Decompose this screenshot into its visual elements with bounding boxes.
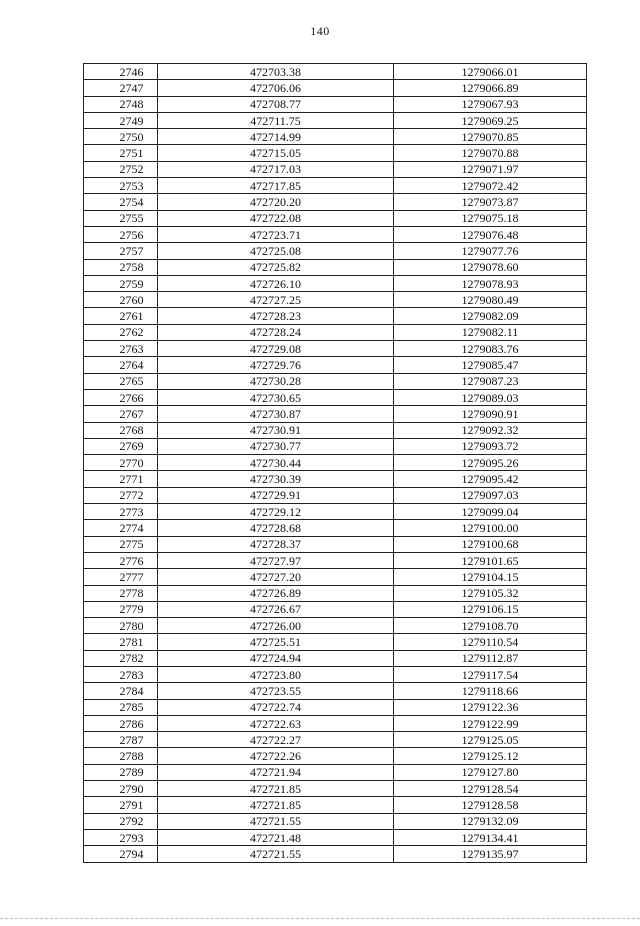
x-coordinate-cell: 472730.39: [158, 471, 394, 487]
point-number-cell: 2759: [84, 275, 158, 291]
table-row: [84, 80, 587, 96]
x-coordinate-cell: 472721.48: [158, 829, 394, 845]
y-coordinate-cell: 1279083.76: [394, 341, 587, 357]
point-number-cell: 2789: [84, 764, 158, 780]
y-coordinate-cell: 1279087.23: [394, 373, 587, 389]
y-coordinate-cell: 1279128.58: [394, 797, 587, 813]
table-row: [84, 259, 587, 275]
x-coordinate-cell: 472715.05: [158, 145, 394, 161]
x-coordinate-cell: 472721.85: [158, 781, 394, 797]
x-coordinate-cell: 472721.85: [158, 797, 394, 813]
point-number-cell: 2767: [84, 406, 158, 422]
x-coordinate-cell: 472722.74: [158, 699, 394, 715]
x-coordinate-cell: 472721.55: [158, 813, 394, 829]
x-coordinate-cell: 472726.89: [158, 585, 394, 601]
y-coordinate-cell: 1279066.01: [394, 64, 587, 80]
y-coordinate-cell: 1279071.97: [394, 161, 587, 177]
table-row: [84, 520, 587, 536]
table-row: [84, 585, 587, 601]
x-coordinate-cell: 472722.26: [158, 748, 394, 764]
y-coordinate-cell: 1279075.18: [394, 210, 587, 226]
table-row: [84, 487, 587, 503]
x-coordinate-cell: 472723.71: [158, 226, 394, 242]
table-row: [84, 357, 587, 373]
y-coordinate-cell: 1279092.32: [394, 422, 587, 438]
table-row: [84, 112, 587, 128]
point-number-cell: 2776: [84, 552, 158, 568]
x-coordinate-cell: 472722.63: [158, 715, 394, 731]
x-coordinate-cell: 472730.28: [158, 373, 394, 389]
table-row: [84, 226, 587, 242]
point-number-cell: 2788: [84, 748, 158, 764]
point-number-cell: 2786: [84, 715, 158, 731]
table-row: [84, 715, 587, 731]
y-coordinate-cell: 1279105.32: [394, 585, 587, 601]
x-coordinate-cell: 472717.03: [158, 161, 394, 177]
y-coordinate-cell: 1279108.70: [394, 618, 587, 634]
y-coordinate-cell: 1279067.93: [394, 96, 587, 112]
x-coordinate-cell: 472711.75: [158, 112, 394, 128]
y-coordinate-cell: 1279070.88: [394, 145, 587, 161]
point-number-cell: 2761: [84, 308, 158, 324]
y-coordinate-cell: 1279082.11: [394, 324, 587, 340]
y-coordinate-cell: 1279125.05: [394, 732, 587, 748]
x-coordinate-cell: 472729.76: [158, 357, 394, 373]
point-number-cell: 2770: [84, 455, 158, 471]
x-coordinate-cell: 472722.08: [158, 210, 394, 226]
table-row: [84, 536, 587, 552]
table-row: [84, 829, 587, 845]
y-coordinate-cell: 1279072.42: [394, 178, 587, 194]
point-number-cell: 2792: [84, 813, 158, 829]
x-coordinate-cell: 472725.08: [158, 243, 394, 259]
point-number-cell: 2749: [84, 112, 158, 128]
y-coordinate-cell: 1279104.15: [394, 569, 587, 585]
y-coordinate-cell: 1279090.91: [394, 406, 587, 422]
table-row: [84, 797, 587, 813]
y-coordinate-cell: 1279122.36: [394, 699, 587, 715]
y-coordinate-cell: 1279112.87: [394, 650, 587, 666]
point-number-cell: 2765: [84, 373, 158, 389]
x-coordinate-cell: 472727.20: [158, 569, 394, 585]
point-number-cell: 2777: [84, 569, 158, 585]
table-row: [84, 666, 587, 682]
table-row: [84, 324, 587, 340]
y-coordinate-cell: 1279132.09: [394, 813, 587, 829]
y-coordinate-cell: 1279076.48: [394, 226, 587, 242]
y-coordinate-cell: 1279117.54: [394, 666, 587, 682]
point-number-cell: 2778: [84, 585, 158, 601]
y-coordinate-cell: 1279118.66: [394, 683, 587, 699]
point-number-cell: 2783: [84, 666, 158, 682]
point-number-cell: 2762: [84, 324, 158, 340]
table-row: [84, 194, 587, 210]
table-row: [84, 178, 587, 194]
y-coordinate-cell: 1279110.54: [394, 634, 587, 650]
table-row: [84, 406, 587, 422]
y-coordinate-cell: 1279125.12: [394, 748, 587, 764]
x-coordinate-cell: 472729.91: [158, 487, 394, 503]
point-number-cell: 2760: [84, 292, 158, 308]
y-coordinate-cell: 1279069.25: [394, 112, 587, 128]
table-row: [84, 389, 587, 405]
table-row: [84, 341, 587, 357]
x-coordinate-cell: 472714.99: [158, 129, 394, 145]
x-coordinate-cell: 472727.97: [158, 552, 394, 568]
table-row: [84, 813, 587, 829]
x-coordinate-cell: 472720.20: [158, 194, 394, 210]
y-coordinate-cell: 1279134.41: [394, 829, 587, 845]
table-row: [84, 683, 587, 699]
y-coordinate-cell: 1279127.80: [394, 764, 587, 780]
table-row: [84, 292, 587, 308]
table-row: [84, 129, 587, 145]
point-number-cell: 2791: [84, 797, 158, 813]
x-coordinate-cell: 472723.55: [158, 683, 394, 699]
x-coordinate-cell: 472725.51: [158, 634, 394, 650]
point-number-cell: 2754: [84, 194, 158, 210]
coordinates-table: [83, 63, 587, 863]
table-row: [84, 569, 587, 585]
point-number-cell: 2763: [84, 341, 158, 357]
x-coordinate-cell: 472729.12: [158, 504, 394, 520]
table-row: [84, 504, 587, 520]
page-number: 140: [310, 24, 330, 38]
x-coordinate-cell: 472728.68: [158, 520, 394, 536]
point-number-cell: 2782: [84, 650, 158, 666]
x-coordinate-cell: 472721.55: [158, 846, 394, 862]
point-number-cell: 2773: [84, 504, 158, 520]
x-coordinate-cell: 472729.08: [158, 341, 394, 357]
point-number-cell: 2755: [84, 210, 158, 226]
y-coordinate-cell: 1279093.72: [394, 438, 587, 454]
point-number-cell: 2769: [84, 438, 158, 454]
x-coordinate-cell: 472724.94: [158, 650, 394, 666]
point-number-cell: 2746: [84, 64, 158, 80]
point-number-cell: 2775: [84, 536, 158, 552]
point-number-cell: 2756: [84, 226, 158, 242]
table-row: [84, 96, 587, 112]
table-row: [84, 161, 587, 177]
y-coordinate-cell: 1279100.68: [394, 536, 587, 552]
table-row: [84, 601, 587, 617]
y-coordinate-cell: 1279078.60: [394, 259, 587, 275]
point-number-cell: 2785: [84, 699, 158, 715]
point-number-cell: 2780: [84, 618, 158, 634]
coordinates-table-body: [84, 64, 587, 863]
y-coordinate-cell: 1279082.09: [394, 308, 587, 324]
point-number-cell: 2768: [84, 422, 158, 438]
y-coordinate-cell: 1279122.99: [394, 715, 587, 731]
x-coordinate-cell: 472730.44: [158, 455, 394, 471]
table-row: [84, 781, 587, 797]
point-number-cell: 2751: [84, 145, 158, 161]
point-number-cell: 2793: [84, 829, 158, 845]
x-coordinate-cell: 472728.23: [158, 308, 394, 324]
point-number-cell: 2784: [84, 683, 158, 699]
x-coordinate-cell: 472728.24: [158, 324, 394, 340]
x-coordinate-cell: 472730.87: [158, 406, 394, 422]
x-coordinate-cell: 472717.85: [158, 178, 394, 194]
point-number-cell: 2752: [84, 161, 158, 177]
y-coordinate-cell: 1279097.03: [394, 487, 587, 503]
x-coordinate-cell: 472730.91: [158, 422, 394, 438]
y-coordinate-cell: 1279078.93: [394, 275, 587, 291]
x-coordinate-cell: 472725.82: [158, 259, 394, 275]
table-row: [84, 422, 587, 438]
table-row: [84, 748, 587, 764]
table-row: [84, 373, 587, 389]
page-bottom-edge: [0, 918, 640, 919]
table-row: [84, 275, 587, 291]
point-number-cell: 2766: [84, 389, 158, 405]
point-number-cell: 2787: [84, 732, 158, 748]
y-coordinate-cell: 1279070.85: [394, 129, 587, 145]
point-number-cell: 2753: [84, 178, 158, 194]
point-number-cell: 2790: [84, 781, 158, 797]
table-row: [84, 650, 587, 666]
point-number-cell: 2750: [84, 129, 158, 145]
point-number-cell: 2757: [84, 243, 158, 259]
point-number-cell: 2772: [84, 487, 158, 503]
y-coordinate-cell: 1279099.04: [394, 504, 587, 520]
x-coordinate-cell: 472726.67: [158, 601, 394, 617]
x-coordinate-cell: 472723.80: [158, 666, 394, 682]
table-row: [84, 455, 587, 471]
x-coordinate-cell: 472721.94: [158, 764, 394, 780]
x-coordinate-cell: 472706.06: [158, 80, 394, 96]
point-number-cell: 2748: [84, 96, 158, 112]
table-row: [84, 618, 587, 634]
point-number-cell: 2758: [84, 259, 158, 275]
y-coordinate-cell: 1279101.65: [394, 552, 587, 568]
point-number-cell: 2779: [84, 601, 158, 617]
point-number-cell: 2781: [84, 634, 158, 650]
table-row: [84, 145, 587, 161]
x-coordinate-cell: 472727.25: [158, 292, 394, 308]
table-row: [84, 764, 587, 780]
y-coordinate-cell: 1279135.97: [394, 846, 587, 862]
x-coordinate-cell: 472703.38: [158, 64, 394, 80]
table-row: [84, 552, 587, 568]
y-coordinate-cell: 1279073.87: [394, 194, 587, 210]
table-row: [84, 64, 587, 80]
table-row: [84, 699, 587, 715]
y-coordinate-cell: 1279085.47: [394, 357, 587, 373]
x-coordinate-cell: 472708.77: [158, 96, 394, 112]
x-coordinate-cell: 472730.65: [158, 389, 394, 405]
table-row: [84, 308, 587, 324]
x-coordinate-cell: 472726.10: [158, 275, 394, 291]
y-coordinate-cell: 1279066.89: [394, 80, 587, 96]
y-coordinate-cell: 1279089.03: [394, 389, 587, 405]
point-number-cell: 2764: [84, 357, 158, 373]
y-coordinate-cell: 1279095.42: [394, 471, 587, 487]
point-number-cell: 2747: [84, 80, 158, 96]
table-row: [84, 210, 587, 226]
y-coordinate-cell: 1279128.54: [394, 781, 587, 797]
x-coordinate-cell: 472722.27: [158, 732, 394, 748]
point-number-cell: 2794: [84, 846, 158, 862]
x-coordinate-cell: 472728.37: [158, 536, 394, 552]
table-row: [84, 243, 587, 259]
table-row: [84, 634, 587, 650]
table-row: [84, 438, 587, 454]
x-coordinate-cell: 472730.77: [158, 438, 394, 454]
point-number-cell: 2774: [84, 520, 158, 536]
point-number-cell: 2771: [84, 471, 158, 487]
table-row: [84, 471, 587, 487]
y-coordinate-cell: 1279100.00: [394, 520, 587, 536]
x-coordinate-cell: 472726.00: [158, 618, 394, 634]
y-coordinate-cell: 1279080.49: [394, 292, 587, 308]
table-row: [84, 732, 587, 748]
table-row: [84, 846, 587, 862]
y-coordinate-cell: 1279077.76: [394, 243, 587, 259]
y-coordinate-cell: 1279095.26: [394, 455, 587, 471]
y-coordinate-cell: 1279106.15: [394, 601, 587, 617]
